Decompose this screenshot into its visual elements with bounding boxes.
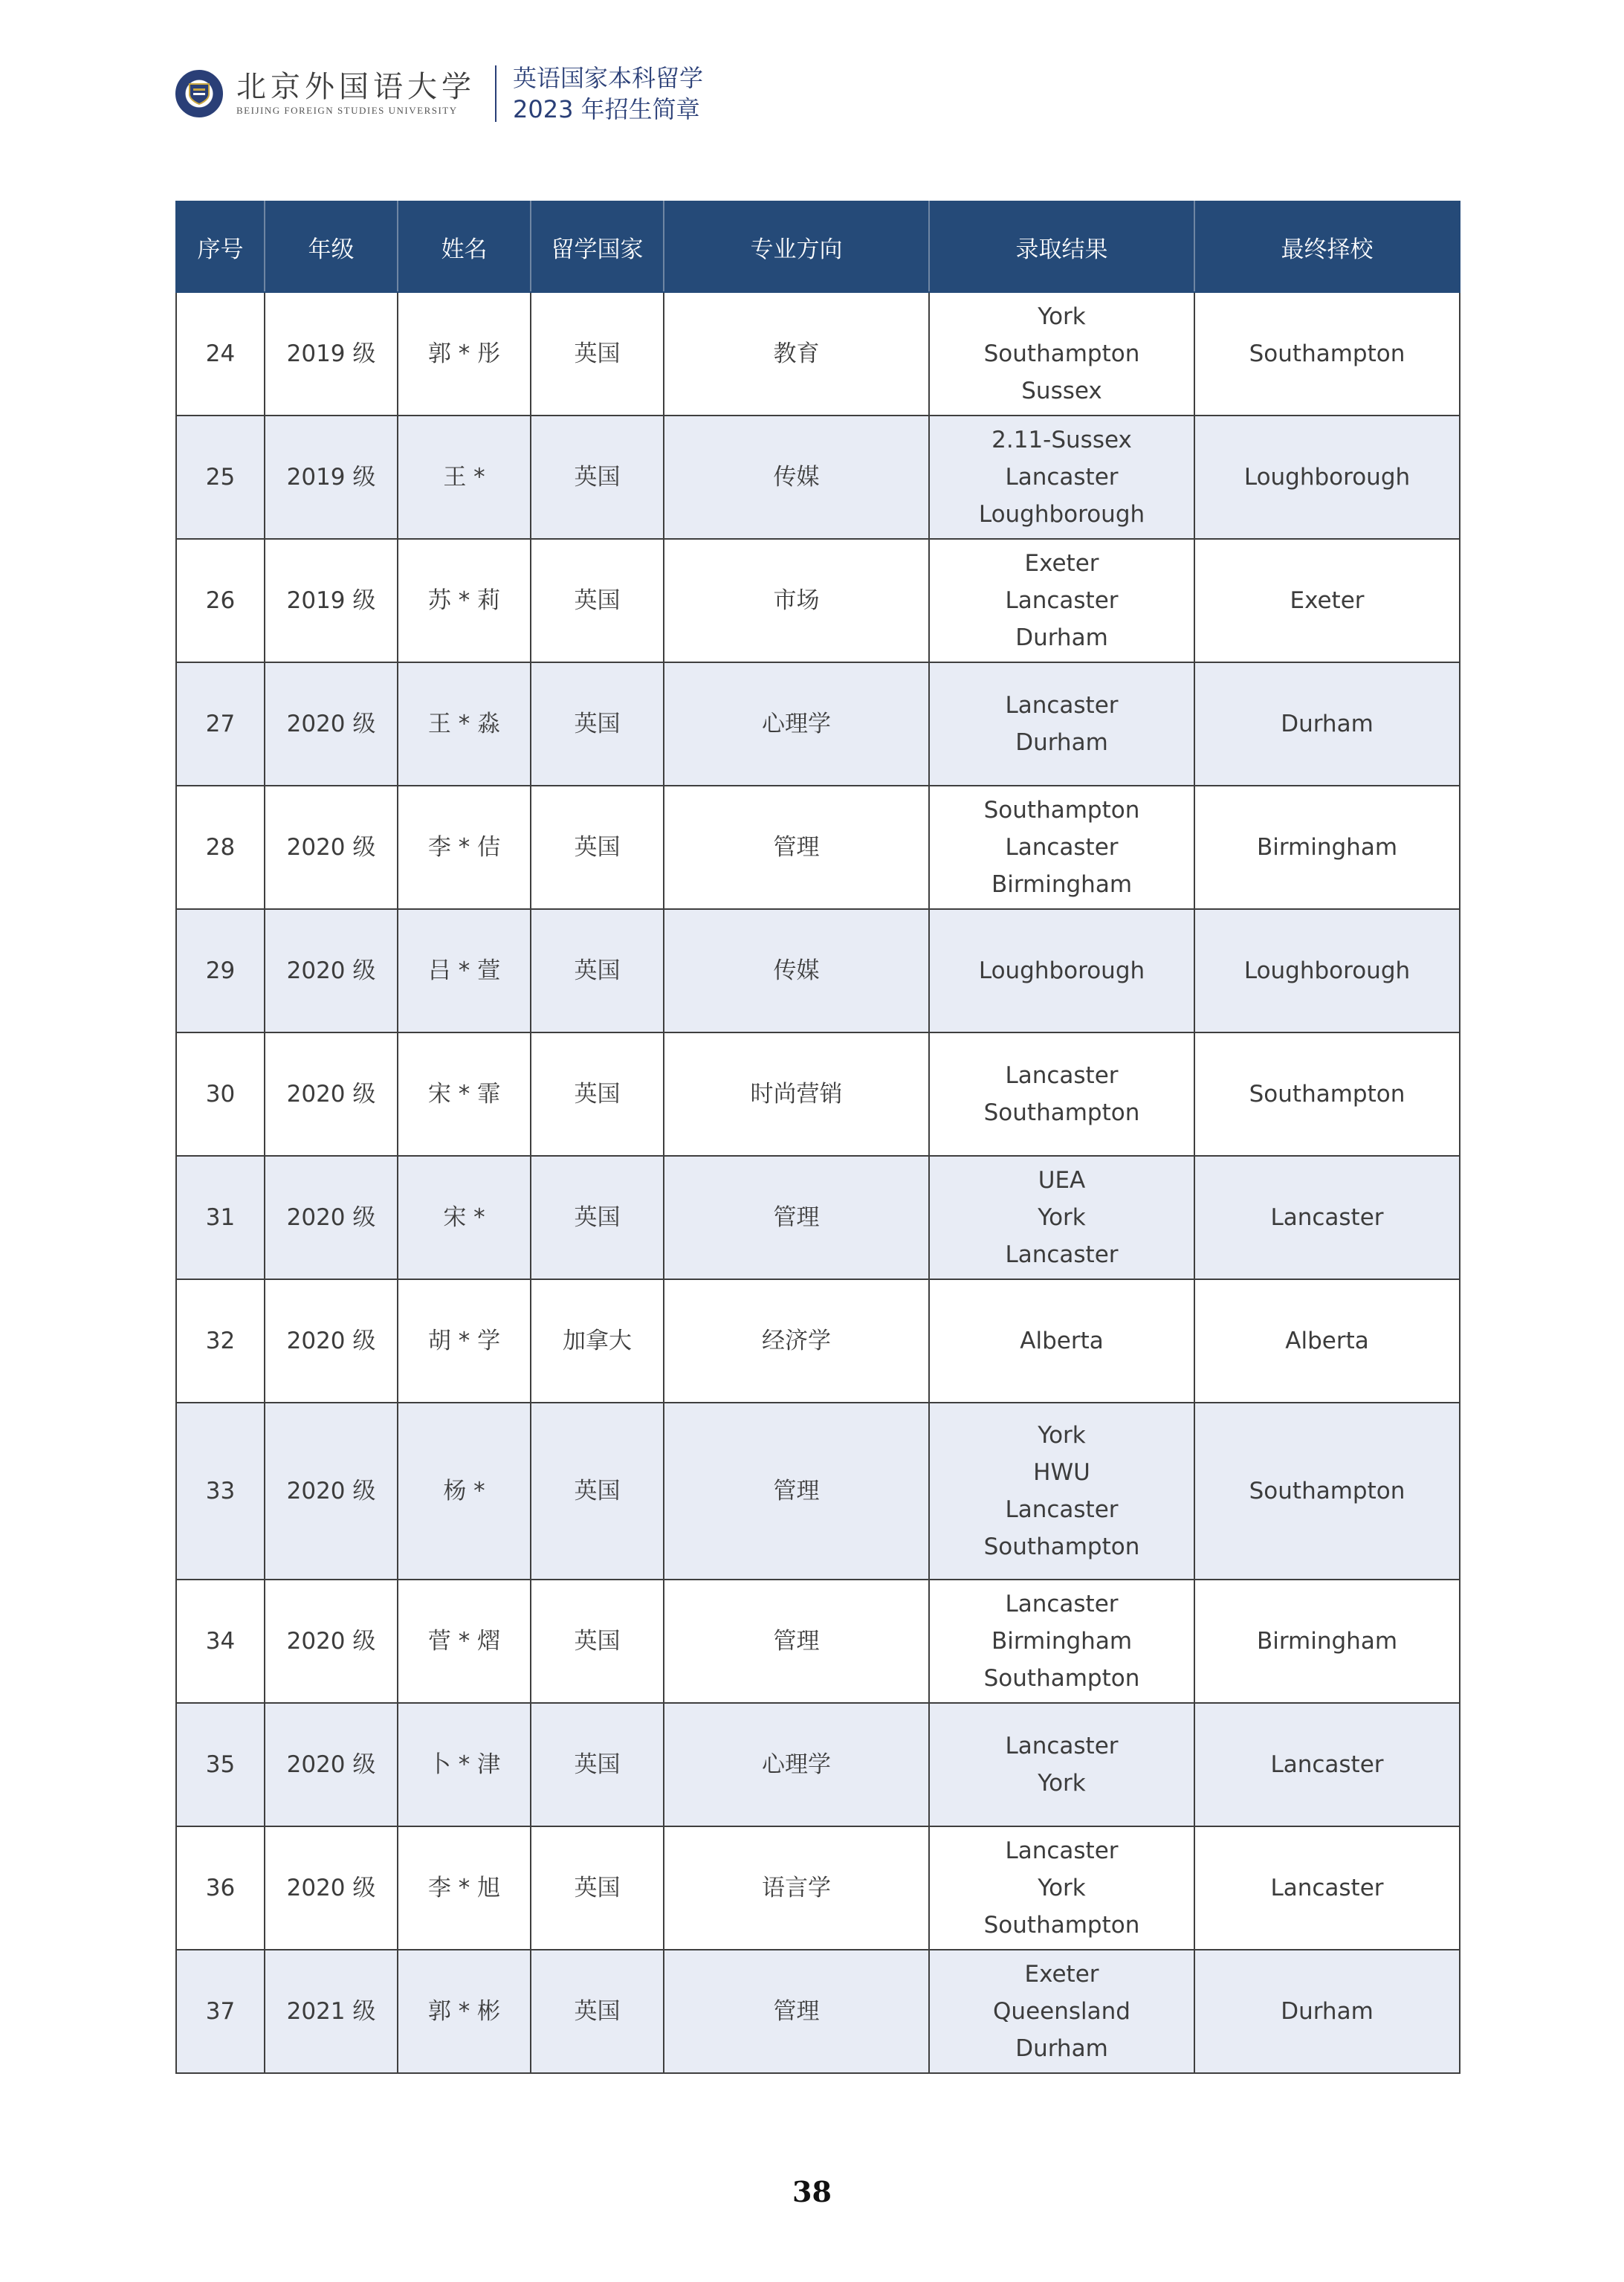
admission-school: 2.11-Sussex xyxy=(991,427,1132,453)
cell-no: 30 xyxy=(176,1032,265,1156)
cell-grade: 2020 级 xyxy=(265,1032,398,1156)
cell-no: 32 xyxy=(176,1279,265,1403)
admission-school: HWU xyxy=(1033,1459,1090,1486)
brochure-title-line1: 英语国家本科留学 xyxy=(513,64,704,92)
table-row xyxy=(176,1826,1460,1950)
cell-admissions xyxy=(929,292,1194,416)
table-row xyxy=(176,416,1460,539)
cell-grade: 2021 级 xyxy=(265,1950,398,2073)
admission-school: Southampton xyxy=(983,1099,1140,1126)
cell-final-choice: Loughborough xyxy=(1194,416,1460,539)
cell-no: 28 xyxy=(176,786,265,909)
cell-country: 英国 xyxy=(531,539,664,662)
cell-admissions xyxy=(929,1279,1194,1403)
cell-admissions xyxy=(929,1826,1194,1950)
cell-name: 菅 * 熠 xyxy=(398,1580,531,1703)
cell-no: 33 xyxy=(176,1403,265,1580)
cell-major: 管理 xyxy=(664,1950,929,2073)
admission-school: Southampton xyxy=(983,1912,1140,1939)
cell-final-choice: Alberta xyxy=(1194,1279,1460,1403)
cell-no: 36 xyxy=(176,1826,265,1950)
brochure-title xyxy=(513,62,703,125)
table-row xyxy=(176,1156,1460,1279)
cell-grade: 2019 级 xyxy=(265,539,398,662)
cell-major: 心理学 xyxy=(664,1703,929,1826)
admission-school: Lancaster xyxy=(1005,1241,1119,1268)
cell-country: 英国 xyxy=(531,1950,664,2073)
admission-school: Loughborough xyxy=(978,501,1145,528)
cell-major: 管理 xyxy=(664,1156,929,1279)
cell-final-choice: Southampton xyxy=(1194,1032,1460,1156)
cell-grade: 2020 级 xyxy=(265,1279,398,1403)
cell-major: 传媒 xyxy=(664,909,929,1032)
cell-admissions xyxy=(929,1950,1194,2073)
admission-school: Lancaster xyxy=(1005,587,1119,614)
cell-final-choice: Lancaster xyxy=(1194,1156,1460,1279)
column-header: 序号 xyxy=(176,201,265,292)
table-body xyxy=(176,292,1460,2073)
column-header: 姓名 xyxy=(398,201,531,292)
cell-admissions xyxy=(929,416,1194,539)
cell-major: 语言学 xyxy=(664,1826,929,1950)
cell-name: 李 * 旭 xyxy=(398,1826,531,1950)
cell-final-choice: Birmingham xyxy=(1194,1580,1460,1703)
admission-school: Exeter xyxy=(1024,1961,1099,1988)
admission-school: Southampton xyxy=(983,1665,1140,1692)
admission-school: Southampton xyxy=(983,340,1140,367)
admission-school: Lancaster xyxy=(1005,1062,1119,1089)
admission-school: Sussex xyxy=(1021,378,1102,404)
table-row xyxy=(176,1032,1460,1156)
cell-name: 宋 * 霏 xyxy=(398,1032,531,1156)
table-row xyxy=(176,539,1460,662)
admission-school: Southampton xyxy=(983,1533,1140,1560)
cell-final-choice: Southampton xyxy=(1194,1403,1460,1580)
cell-no: 37 xyxy=(176,1950,265,2073)
cell-no: 29 xyxy=(176,909,265,1032)
cell-major: 时尚营销 xyxy=(664,1032,929,1156)
cell-admissions xyxy=(929,1703,1194,1826)
column-header: 专业方向 xyxy=(664,201,929,292)
cell-name: 苏 * 莉 xyxy=(398,539,531,662)
cell-country: 英国 xyxy=(531,416,664,539)
cell-grade: 2020 级 xyxy=(265,662,398,786)
cell-no: 24 xyxy=(176,292,265,416)
admission-school: Durham xyxy=(1015,2035,1108,2062)
admission-school: Southampton xyxy=(983,797,1140,824)
admission-school: Alberta xyxy=(1020,1328,1104,1354)
admission-school: Birmingham xyxy=(991,1628,1133,1655)
cell-no: 35 xyxy=(176,1703,265,1826)
university-name-cn: 北京外国语大学 xyxy=(236,70,476,104)
cell-country: 英国 xyxy=(531,1032,664,1156)
admission-school: Exeter xyxy=(1024,550,1099,577)
admission-school: Lancaster xyxy=(1005,1837,1119,1864)
cell-final-choice: Lancaster xyxy=(1194,1703,1460,1826)
admission-school: York xyxy=(1038,303,1086,330)
cell-grade: 2019 级 xyxy=(265,292,398,416)
cell-name: 胡 * 学 xyxy=(398,1279,531,1403)
cell-major: 经济学 xyxy=(664,1279,929,1403)
cell-final-choice: Birmingham xyxy=(1194,786,1460,909)
cell-country: 英国 xyxy=(531,292,664,416)
cell-final-choice: Lancaster xyxy=(1194,1826,1460,1950)
cell-country: 英国 xyxy=(531,662,664,786)
table-row xyxy=(176,1580,1460,1703)
cell-admissions xyxy=(929,662,1194,786)
cell-grade: 2020 级 xyxy=(265,909,398,1032)
university-logo-text xyxy=(236,70,476,117)
cell-name: 王 * xyxy=(398,416,531,539)
cell-name: 宋 * xyxy=(398,1156,531,1279)
column-header: 录取结果 xyxy=(929,201,1194,292)
cell-major: 传媒 xyxy=(664,416,929,539)
cell-name: 杨 * xyxy=(398,1403,531,1580)
cell-major: 市场 xyxy=(664,539,929,662)
cell-grade: 2020 级 xyxy=(265,786,398,909)
cell-final-choice: Exeter xyxy=(1194,539,1460,662)
admission-school: York xyxy=(1038,1770,1086,1797)
bfsu-shield-icon xyxy=(187,81,212,106)
admission-school: Durham xyxy=(1015,624,1108,651)
page-header xyxy=(175,62,703,125)
cell-no: 26 xyxy=(176,539,265,662)
cell-name: 李 * 佶 xyxy=(398,786,531,909)
table-row xyxy=(176,662,1460,786)
cell-final-choice: Durham xyxy=(1194,662,1460,786)
admission-results-table xyxy=(175,201,1460,2074)
cell-grade: 2020 级 xyxy=(265,1403,398,1580)
cell-major: 教育 xyxy=(664,292,929,416)
cell-no: 34 xyxy=(176,1580,265,1703)
cell-name: 郭 * 彤 xyxy=(398,292,531,416)
admission-school: UEA xyxy=(1038,1167,1086,1194)
cell-country: 英国 xyxy=(531,1826,664,1950)
column-header: 最终择校 xyxy=(1194,201,1460,292)
cell-grade: 2019 级 xyxy=(265,416,398,539)
admission-school: Lancaster xyxy=(1005,464,1119,491)
university-seal-icon xyxy=(175,70,223,117)
page-number: 38 xyxy=(792,2175,832,2208)
cell-country: 英国 xyxy=(531,1156,664,1279)
table-row xyxy=(176,1950,1460,2073)
column-header: 留学国家 xyxy=(531,201,664,292)
admission-school: Lancaster xyxy=(1005,1591,1119,1617)
cell-country: 英国 xyxy=(531,1580,664,1703)
cell-country: 英国 xyxy=(531,1703,664,1826)
cell-admissions xyxy=(929,1403,1194,1580)
cell-admissions xyxy=(929,539,1194,662)
cell-country: 英国 xyxy=(531,909,664,1032)
cell-name: 王 * 淼 xyxy=(398,662,531,786)
cell-major: 管理 xyxy=(664,1403,929,1580)
cell-admissions xyxy=(929,1156,1194,1279)
table-row xyxy=(176,786,1460,909)
cell-name: 卜 * 津 xyxy=(398,1703,531,1826)
table-header-row xyxy=(176,201,1460,292)
cell-grade: 2020 级 xyxy=(265,1156,398,1279)
cell-country: 加拿大 xyxy=(531,1279,664,1403)
table-row xyxy=(176,1703,1460,1826)
cell-grade: 2020 级 xyxy=(265,1703,398,1826)
cell-country: 英国 xyxy=(531,1403,664,1580)
cell-no: 27 xyxy=(176,662,265,786)
admission-school: York xyxy=(1038,1422,1086,1449)
cell-no: 31 xyxy=(176,1156,265,1279)
table-row xyxy=(176,1403,1460,1580)
cell-major: 管理 xyxy=(664,786,929,909)
cell-name: 郭 * 彬 xyxy=(398,1950,531,2073)
cell-major: 管理 xyxy=(664,1580,929,1703)
admission-school: Queensland xyxy=(993,1998,1130,2025)
cell-final-choice: Durham xyxy=(1194,1950,1460,2073)
table-row xyxy=(176,1279,1460,1403)
cell-country: 英国 xyxy=(531,786,664,909)
admission-school: York xyxy=(1038,1875,1086,1901)
header-divider xyxy=(495,65,496,122)
cell-final-choice: Loughborough xyxy=(1194,909,1460,1032)
brochure-title-line2: 2023 年招生简章 xyxy=(513,95,700,123)
table-row xyxy=(176,909,1460,1032)
admission-school: Lancaster xyxy=(1005,1496,1119,1523)
column-header: 年级 xyxy=(265,201,398,292)
admission-school: Lancaster xyxy=(1005,692,1119,719)
cell-admissions xyxy=(929,1580,1194,1703)
cell-final-choice: Southampton xyxy=(1194,292,1460,416)
admission-school: Loughborough xyxy=(978,957,1145,984)
admission-school: Durham xyxy=(1015,729,1108,756)
cell-admissions xyxy=(929,786,1194,909)
cell-major: 心理学 xyxy=(664,662,929,786)
cell-grade: 2020 级 xyxy=(265,1580,398,1703)
university-name-en: BEIJING FOREIGN STUDIES UNIVERSITY xyxy=(236,105,458,116)
admission-school: Lancaster xyxy=(1005,1733,1119,1759)
cell-no: 25 xyxy=(176,416,265,539)
cell-name: 吕 * 萱 xyxy=(398,909,531,1032)
cell-grade: 2020 级 xyxy=(265,1826,398,1950)
admission-school: York xyxy=(1038,1204,1086,1231)
admission-school: Lancaster xyxy=(1005,834,1119,861)
table-row xyxy=(176,292,1460,416)
admission-school: Birmingham xyxy=(991,871,1133,898)
cell-admissions xyxy=(929,1032,1194,1156)
cell-admissions xyxy=(929,909,1194,1032)
